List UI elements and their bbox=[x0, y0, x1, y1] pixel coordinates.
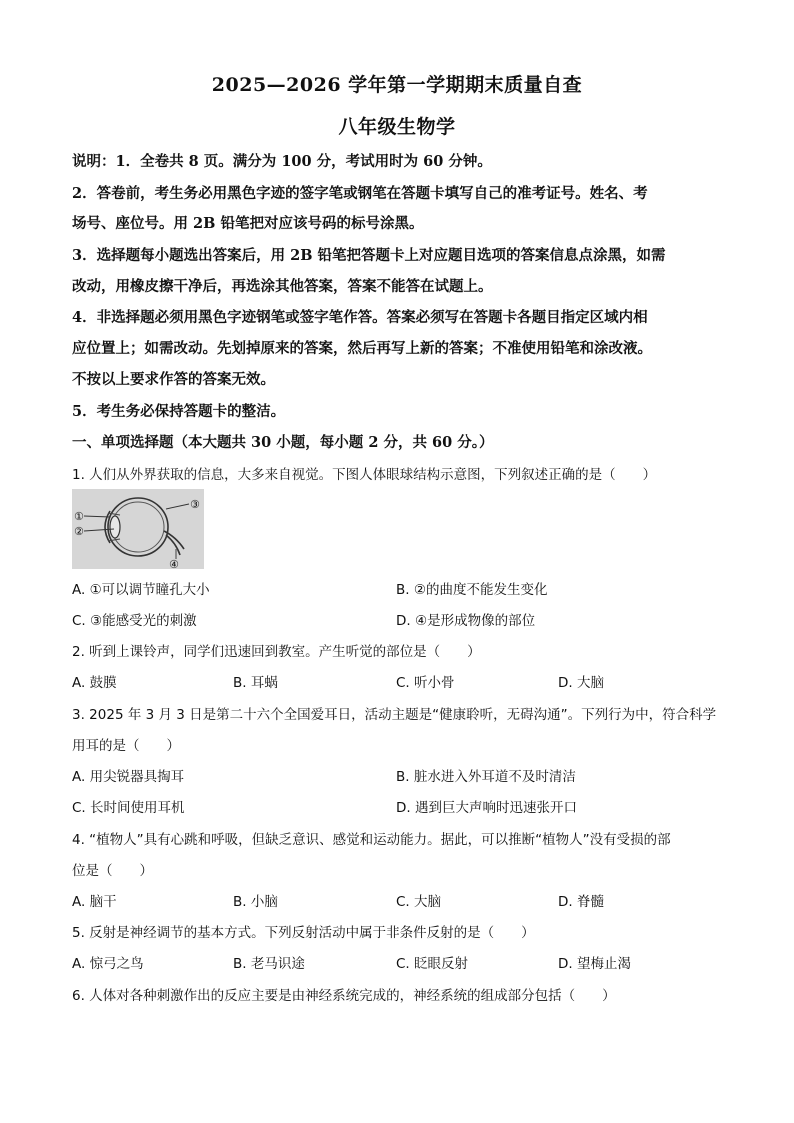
instruction-line: 应位置上；如需改动。先划掉原来的答案，然后再写上新的答案；不准使用铅笔和涂改液。 bbox=[72, 340, 652, 357]
exam-subtitle: 八年级生物学 bbox=[338, 116, 456, 138]
section-heading: 一、单项选择题（本大题共 30 小题，每小题 2 分，共 60 分。） bbox=[72, 434, 494, 451]
instruction-line: 场号、座位号。用 2B 铅笔把对应该号码的标号涂黑。 bbox=[72, 215, 424, 232]
q2-option-d: D. 大脑 bbox=[558, 675, 604, 691]
instruction-line: 3．选择题每小题选出答案后，用 2B 铅笔把答题卡上对应题目选项的答案信息点涂黑，如需 bbox=[72, 247, 666, 264]
instruction-line: 说明：1．全卷共 8 页。满分为 100 分，考试用时为 60 分钟。 bbox=[72, 153, 492, 170]
question-5-stem: 5. 反射是神经调节的基本方式。下列反射活动中属于非条件反射的是（ ） bbox=[72, 925, 535, 941]
question-1-stem: 1. 人们从外界获取的信息，大多来自视觉。下图人体眼球结构示意图，下列叙述正确的是（ ） bbox=[72, 467, 657, 483]
q5-option-a: A. 惊弓之鸟 bbox=[72, 956, 144, 972]
q1-option-b: B. ②的曲度不能发生变化 bbox=[396, 582, 548, 598]
question-3-stem: 3. 2025 年 3 月 3 日是第二十六个全国爱耳日，活动主题是“健康聆听，无碍沟通”。下列行为中，符合科学 bbox=[72, 707, 717, 723]
q3-option-d: D. 遇到巨大声响时迅速张开口 bbox=[396, 800, 577, 816]
question-4-stem-cont: 位是（ ） bbox=[72, 863, 153, 879]
q5-option-b: B. 老马识途 bbox=[233, 956, 305, 972]
eye-label-1: ① bbox=[74, 510, 84, 523]
q3-option-b: B. 脏水进入外耳道不及时清洁 bbox=[396, 769, 576, 785]
q4-option-c: C. 大脑 bbox=[396, 894, 442, 910]
q3-option-c: C. 长时间使用耳机 bbox=[72, 800, 185, 816]
eyeball-diagram bbox=[72, 489, 204, 569]
eye-label-2: ② bbox=[74, 525, 84, 538]
eye-label-4: ④ bbox=[169, 558, 179, 569]
question-2-stem: 2. 听到上课铃声，同学们迅速回到教室。产生听觉的部位是（ ） bbox=[72, 644, 481, 660]
question-6-stem: 6. 人体对各种刺激作出的反应主要是由神经系统完成的，神经系统的组成部分包括（ ） bbox=[72, 988, 616, 1004]
eyeball-figure bbox=[72, 489, 204, 569]
q2-option-c: C. 听小骨 bbox=[396, 675, 455, 691]
instruction-line: 4．非选择题必须用黑色字迹钢笔或签字笔作答。答案必须写在答题卡各题目指定区域内相 bbox=[72, 309, 648, 326]
question-4-stem: 4. “植物人”具有心跳和呼吸，但缺乏意识、感觉和运动能力。据此，可以推断“植物人”没有受损的部 bbox=[72, 832, 671, 848]
q5-option-d: D. 望梅止渴 bbox=[558, 956, 631, 972]
instruction-line: 5．考生务必保持答题卡的整洁。 bbox=[72, 403, 286, 420]
q1-option-a: A. ①可以调节瞳孔大小 bbox=[72, 582, 210, 598]
exam-title: 2025—2026 学年第一学期期末质量自查 bbox=[211, 74, 583, 96]
instruction-line: 2．答卷前，考生务必用黑色字迹的签字笔或钢笔在答题卡填写自己的准考证号。姓名、考 bbox=[72, 185, 648, 202]
q1-option-d: D. ④是形成物像的部位 bbox=[396, 613, 536, 629]
q3-option-a: A. 用尖锐器具掏耳 bbox=[72, 769, 185, 785]
q5-option-c: C. 眨眼反射 bbox=[396, 956, 469, 972]
q2-option-a: A. 鼓膜 bbox=[72, 675, 117, 691]
question-3-stem-cont: 用耳的是（ ） bbox=[72, 738, 180, 754]
q4-option-a: A. 脑干 bbox=[72, 894, 117, 910]
q4-option-d: D. 脊髓 bbox=[558, 894, 604, 910]
instruction-line: 改动，用橡皮擦干净后，再选涂其他答案，答案不能答在试题上。 bbox=[72, 278, 493, 295]
q2-option-b: B. 耳蜗 bbox=[233, 675, 278, 691]
q1-option-c: C. ③能感受光的刺激 bbox=[72, 613, 197, 629]
instruction-line: 不按以上要求作答的答案无效。 bbox=[72, 371, 275, 388]
q4-option-b: B. 小脑 bbox=[233, 894, 278, 910]
eye-label-3: ③ bbox=[190, 498, 200, 511]
